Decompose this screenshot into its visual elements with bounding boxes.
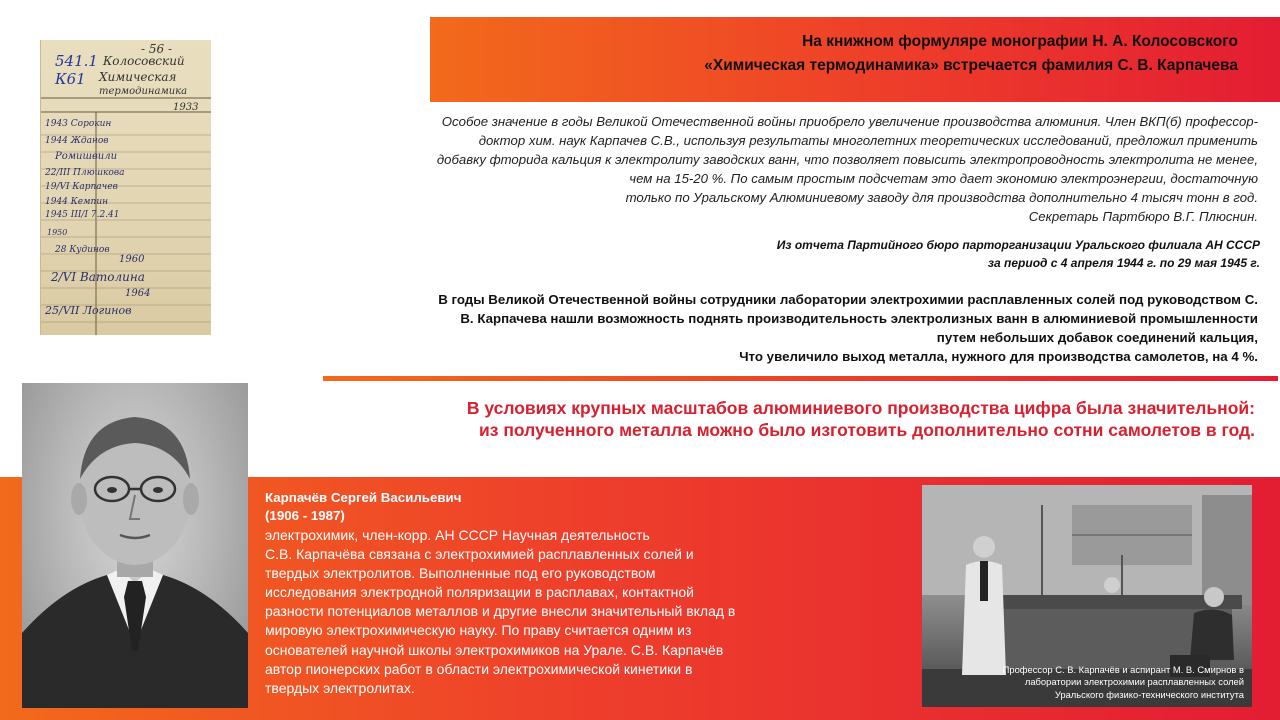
card-entry: 1964: [125, 288, 151, 299]
section-divider: [323, 376, 1278, 381]
lab-photo-caption: [944, 664, 1244, 702]
paragraph-line: Что увеличило выход металла, нужного для производства самолетов, на 4 %.: [739, 349, 1258, 364]
card-entry: 1944 Жданов: [45, 136, 109, 146]
card-entry: 22/III Плюшкова: [45, 168, 125, 178]
bio-line: исследования электродной поляризации в расплавах, контактной: [265, 584, 694, 601]
bio-line: С.В. Карпачёва связана с электрохимией расплавленных солей и: [265, 546, 694, 563]
bio-line: основателей научной школы электрохимиков на Урале. С.В. Карпачёв: [265, 641, 724, 658]
card-entry: 1944 Кемпин: [45, 197, 109, 207]
card-entry: 19/VI Карпачев: [45, 182, 118, 192]
quote-line: доктор хим. наук Карпачев С.В., используя результаты многолетних теоретических исследований, предложил применить: [478, 133, 1258, 148]
header-banner: [430, 17, 1280, 102]
bio-line: мировую электрохимическую науку. По праву считается одним из: [265, 622, 692, 639]
laboratory-photo: [922, 485, 1252, 707]
card-entry: 1943 Сорокин: [45, 119, 112, 129]
party-report-quote: [258, 112, 1258, 226]
caption-line: Уральского физико-технического института: [1054, 688, 1244, 700]
paragraph-line: В годы Великой Отечественной войны сотрудники лаборатории электрохимии расплавленных солей под руководством С.: [438, 292, 1258, 307]
card-entry: Ромишвили: [55, 151, 118, 162]
highlight-statement: [360, 397, 1255, 441]
card-author: Колосовский: [103, 54, 185, 68]
header-line-1: На книжном формуляре монографии Н. А. Колосовского: [802, 33, 1238, 50]
report-source-line-2: за период с 4 апреля 1944 г. по 29 мая 1945 г.: [987, 256, 1260, 270]
card-call-number-2: К61: [55, 70, 86, 88]
caption-line: Профессор С. В. Карпачёв и аспирант М. В. Смирнов в: [1002, 663, 1244, 675]
card-year: 1933: [173, 102, 199, 113]
bio-line: разности потенциалов металлов и другие внесли значительный вклад в: [265, 603, 736, 620]
card-call-number-1: 541.1: [55, 52, 98, 70]
card-entry: 28 Кудинов: [55, 245, 110, 255]
paragraph-line: В. Карпачева нашли возможность поднять производительность электролизных ванн в алюминиевой промышленности: [460, 311, 1258, 326]
report-source: [600, 236, 1260, 272]
library-card-image: [40, 40, 211, 335]
card-entry: 1945 III/I 7.2.41: [45, 210, 120, 220]
bio-line: электрохимик, член-корр. АН СССР Научная деятельность: [265, 527, 650, 543]
portrait-illustration: [22, 383, 248, 708]
card-entry: 1950: [47, 228, 68, 237]
card-entry: 25/VII Логинов: [45, 304, 132, 317]
bio-line: автор пионерских работ в области электрохимической кинетики в: [265, 660, 693, 677]
bio-line: твердых электролитах.: [265, 679, 415, 696]
card-entry: 1960: [119, 254, 145, 265]
highlight-line-1: В условиях крупных масштабов алюминиевого производства цифра была значительной:: [466, 398, 1255, 418]
caption-line: лаборатории электрохимии расплавленных солей: [1024, 676, 1244, 687]
card-title-2: термодинамика: [99, 86, 188, 97]
header-line-2: «Химическая термодинамика» встречается фамилия С. В. Карпачева: [704, 57, 1238, 74]
quote-line: только по Уральскому Алюминиевому заводу для производства дополнительно 4 тысяч тонн в год.: [625, 190, 1258, 205]
card-page-mark: - 56 -: [141, 42, 173, 56]
bio-description: [265, 526, 810, 698]
highlight-line-2: из полученного металла можно было изготовить дополнительно сотни самолетов в год.: [479, 420, 1255, 440]
bio-years: (1906 - 1987): [265, 508, 345, 523]
card-title-1: Химическая: [99, 70, 177, 84]
card-entry: 2/VI Ватолина: [51, 270, 145, 284]
quote-line: чем на 15-20 %. По самым простым подсчетам это дает экономию электроэнергии, достаточную: [629, 171, 1258, 186]
quote-line: добавку фторида кальция к электролиту заводских ванн, что позволяет повысить электропроводность электролита не менее,: [436, 152, 1258, 167]
quote-line: Особое значение в годы Великой Отечественной войны приобрело увеличение производства алюминия. Член ВКП(б) профессор-: [441, 114, 1258, 129]
quote-line: Секретарь Партбюро В.Г. Плюснин.: [1028, 209, 1258, 224]
lab-achievement-paragraph: [255, 290, 1258, 366]
bio-line: твердых электролитов. Выполненные под его руководством: [265, 565, 656, 582]
report-source-line-1: Из отчета Партийного бюро парторганизации Уральского филиала АН СССР: [776, 238, 1260, 252]
paragraph-line: путем небольших добавок соединений кальция,: [936, 330, 1258, 345]
bio-name: Карпачёв Сергей Васильевич: [265, 490, 462, 505]
portrait-photo: [22, 383, 248, 708]
